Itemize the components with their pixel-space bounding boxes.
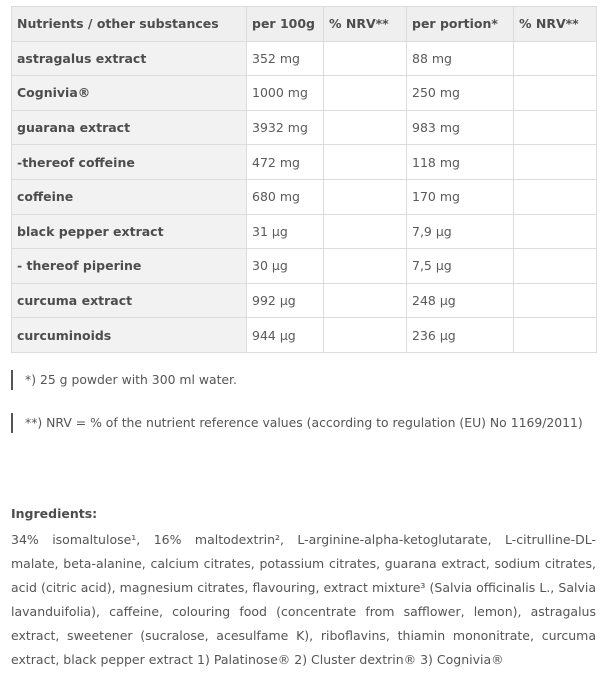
nutrient-name: curcuma extract [12, 283, 247, 318]
value-per-100g: 680 mg [247, 179, 324, 214]
table-row [12, 76, 597, 111]
value-per-portion: 88 mg [407, 41, 514, 76]
table-row [12, 145, 597, 180]
nrv-footnote: **) NRV = % of the nutrient reference values (according to regulation (EU) No 1169/2011) [11, 413, 609, 433]
value-per-100g: 30 µg [247, 249, 324, 284]
nutrient-name: curcuminoids [12, 318, 247, 353]
value-per-100g: 3932 mg [247, 110, 324, 145]
table-header-row [12, 7, 597, 42]
nrv-per-portion [514, 41, 597, 76]
header-nrv-100g: % NRV** [324, 7, 407, 42]
value-per-100g: 472 mg [247, 145, 324, 180]
nrv-per-100g [324, 214, 407, 249]
value-per-100g: 944 µg [247, 318, 324, 353]
value-per-portion: 248 µg [407, 283, 514, 318]
nrv-per-100g [324, 76, 407, 111]
header-per-100g: per 100g [247, 7, 324, 42]
value-per-100g: 31 µg [247, 214, 324, 249]
value-per-100g: 1000 mg [247, 76, 324, 111]
value-per-100g: 992 µg [247, 283, 324, 318]
nrv-per-portion [514, 145, 597, 180]
ingredients-text: 34% isomaltulose¹, 16% maltodextrin², L-arginine-alpha-ketoglutarate, L-citrulline-DL-malate, beta-alanine, calcium citrates, potassium citrates, guarana extract, sodium citrates, acid (citric acid), magnesium citrates, flavouring, extract mixture³ (Salvia officinalis L., Salvia lavanduifolia), caffeine, colouring food (concentrate from safflower, lemon), astragalus extract, sweetener (sucralose, acesulfame K), riboflavins, thiamin mononitrate, curcuma extract, black pepper extract 1) Palatinose® 2) Cluster dextrin® 3) Cognivia® [11, 532, 596, 667]
nrv-per-portion [514, 283, 597, 318]
nutrient-table [11, 6, 597, 353]
nrv-per-portion [514, 76, 597, 111]
nutrient-name: Cognivia® [12, 76, 247, 111]
table-row [12, 318, 597, 353]
value-per-100g: 352 mg [247, 41, 324, 76]
table-row [12, 283, 597, 318]
nutrient-name: guarana extract [12, 110, 247, 145]
ingredients-heading: Ingredients: [11, 506, 98, 521]
nutrient-name: black pepper extract [12, 214, 247, 249]
value-per-portion: 236 µg [407, 318, 514, 353]
nrv-per-100g [324, 145, 407, 180]
nrv-per-100g [324, 318, 407, 353]
nrv-per-portion [514, 110, 597, 145]
nutrient-name: astragalus extract [12, 41, 247, 76]
nrv-per-portion [514, 249, 597, 284]
nutrient-name: -thereof coffeine [12, 145, 247, 180]
value-per-portion: 983 mg [407, 110, 514, 145]
header-nutrients: Nutrients / other substances [12, 7, 247, 42]
value-per-portion: 170 mg [407, 179, 514, 214]
table-row [12, 214, 597, 249]
value-per-portion: 250 mg [407, 76, 514, 111]
table-row [12, 41, 597, 76]
nutrient-name: coffeine [12, 179, 247, 214]
nrv-per-100g [324, 283, 407, 318]
value-per-portion: 7,9 µg [407, 214, 514, 249]
table-row [12, 110, 597, 145]
header-nrv-portion: % NRV** [514, 7, 597, 42]
nrv-per-100g [324, 179, 407, 214]
header-per-portion: per portion* [407, 7, 514, 42]
nrv-per-100g [324, 41, 407, 76]
value-per-portion: 118 mg [407, 145, 514, 180]
nutrient-name: - thereof piperine [12, 249, 247, 284]
nrv-per-portion [514, 318, 597, 353]
nrv-per-portion [514, 179, 597, 214]
portion-footnote: *) 25 g powder with 300 ml water. [11, 370, 609, 390]
nrv-per-100g [324, 110, 407, 145]
nrv-per-portion [514, 214, 597, 249]
table-row [12, 249, 597, 284]
value-per-portion: 7,5 µg [407, 249, 514, 284]
nrv-per-100g [324, 249, 407, 284]
table-row [12, 179, 597, 214]
